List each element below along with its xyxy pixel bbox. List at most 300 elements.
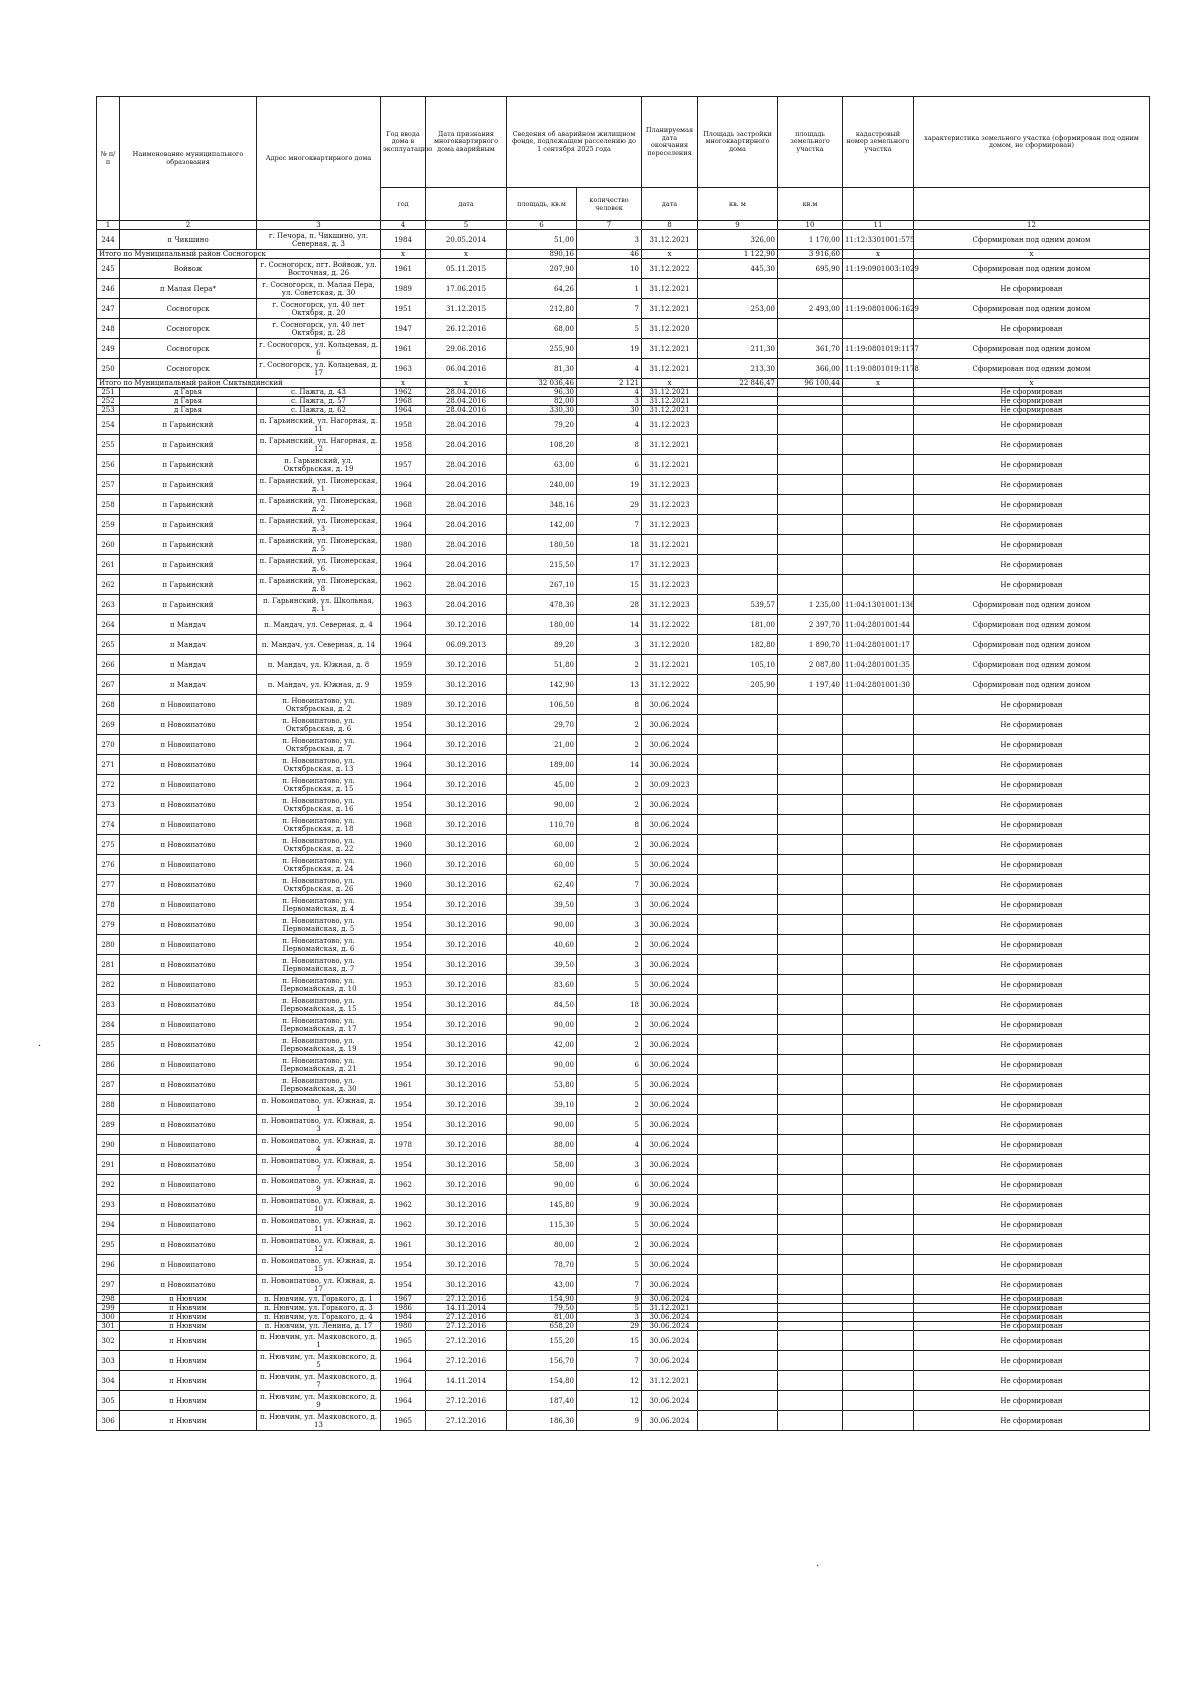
- building-area: [698, 475, 778, 495]
- land-area: [778, 1135, 843, 1155]
- building-area: [698, 775, 778, 795]
- subtotal-land-characteristic: x: [914, 250, 1150, 259]
- table-row: [97, 1015, 1150, 1035]
- land-area: [778, 388, 843, 397]
- row-number: 249: [97, 339, 120, 359]
- planned-date: 31.12.2023: [642, 415, 698, 435]
- area-sqm: 156,70: [507, 1351, 577, 1371]
- address: п. Новоипатово, ул. Октябрьская, д. 22: [257, 835, 381, 855]
- planned-date: 30.06.2024: [642, 1313, 698, 1322]
- address: п. Новоипатово, ул. Первомайская, д. 19: [257, 1035, 381, 1055]
- land-characteristic: Сформирован под одним домом: [914, 655, 1150, 675]
- municipality: Сосногорск: [120, 319, 257, 339]
- recognition-date: 27.12.2016: [426, 1391, 507, 1411]
- land-characteristic: Не сформирован: [914, 1371, 1150, 1391]
- planned-date: 31.12.2022: [642, 675, 698, 695]
- address: п. Новоипатово, ул. Первомайская, д. 6: [257, 935, 381, 955]
- row-number: 283: [97, 995, 120, 1015]
- row-number: 251: [97, 388, 120, 397]
- subtotal-row: [97, 379, 1150, 388]
- subtotal-recognition-date: x: [426, 250, 507, 259]
- municipality: п Гарьинский: [120, 495, 257, 515]
- year-built: 1954: [381, 1155, 426, 1175]
- address: п. Новоипатово, ул. Южная, д. 3: [257, 1115, 381, 1135]
- municipality: п Гарьинский: [120, 575, 257, 595]
- cadastral-number: 11:19:0801006:1629: [843, 299, 914, 319]
- land-characteristic: Не сформирован: [914, 415, 1150, 435]
- municipality: п Гарьинский: [120, 535, 257, 555]
- area-sqm: 478,30: [507, 595, 577, 615]
- cadastral-number: [843, 895, 914, 915]
- building-area: [698, 535, 778, 555]
- recognition-date: 06.04.2016: [426, 359, 507, 379]
- people-count: 7: [577, 299, 642, 319]
- building-area: [698, 815, 778, 835]
- land-characteristic: Сформирован под одним домом: [914, 339, 1150, 359]
- people-count: 7: [577, 515, 642, 535]
- address: с. Пажга, д. 57: [257, 397, 381, 406]
- year-built: 1968: [381, 815, 426, 835]
- row-number: 257: [97, 475, 120, 495]
- land-area: [778, 975, 843, 995]
- building-area: [698, 895, 778, 915]
- recognition-date: 30.12.2016: [426, 1235, 507, 1255]
- column-number: 2: [120, 221, 257, 230]
- planned-date: 30.06.2024: [642, 1095, 698, 1115]
- year-built: 1954: [381, 1015, 426, 1035]
- year-built: 1961: [381, 1075, 426, 1095]
- recognition-date: 27.12.2016: [426, 1322, 507, 1331]
- people-count: 5: [577, 1215, 642, 1235]
- recognition-date: 30.12.2016: [426, 995, 507, 1015]
- address: п. Новоипатово, ул. Октябрьская, д. 6: [257, 715, 381, 735]
- area-sqm: 81,00: [507, 1313, 577, 1322]
- planned-date: 31.12.2023: [642, 475, 698, 495]
- year-built: 1960: [381, 875, 426, 895]
- table-row: [97, 230, 1150, 250]
- address: г. Печора, п. Чикшино, ул. Северная, д. 3: [257, 230, 381, 250]
- planned-date: 30.06.2024: [642, 1391, 698, 1411]
- building-area: [698, 1331, 778, 1351]
- col-building-area-header: Площадь застройки многоквартирного дома: [698, 97, 778, 188]
- land-characteristic: Не сформирован: [914, 555, 1150, 575]
- municipality: п Новоипатово: [120, 775, 257, 795]
- planned-date: 30.06.2024: [642, 995, 698, 1015]
- land-characteristic: Не сформирован: [914, 535, 1150, 555]
- area-sqm: 78,70: [507, 1255, 577, 1275]
- land-characteristic: Не сформирован: [914, 1411, 1150, 1431]
- year-built: 1954: [381, 795, 426, 815]
- row-number: 289: [97, 1115, 120, 1135]
- municipality: п Гарьинский: [120, 515, 257, 535]
- row-number: 276: [97, 855, 120, 875]
- table-row: [97, 1135, 1150, 1155]
- table-row: [97, 915, 1150, 935]
- row-number: 306: [97, 1411, 120, 1431]
- table-row: [97, 259, 1150, 279]
- table-row: [97, 895, 1150, 915]
- row-number: 294: [97, 1215, 120, 1235]
- building-area: [698, 555, 778, 575]
- land-area: [778, 575, 843, 595]
- year-built: 1954: [381, 915, 426, 935]
- cadastral-number: [843, 1115, 914, 1135]
- land-characteristic: Не сформирован: [914, 735, 1150, 755]
- area-sqm: 60,00: [507, 835, 577, 855]
- land-area: [778, 1155, 843, 1175]
- table-row: [97, 655, 1150, 675]
- people-count: 3: [577, 397, 642, 406]
- row-number: 252: [97, 397, 120, 406]
- address: п. Мандач, ул. Южная, д. 8: [257, 655, 381, 675]
- address: п. Новоипатово, ул. Первомайская, д. 15: [257, 995, 381, 1015]
- land-characteristic: Не сформирован: [914, 1351, 1150, 1371]
- area-sqm: 115,30: [507, 1215, 577, 1235]
- year-built: 1962: [381, 575, 426, 595]
- unit-land-area: кв.м: [778, 188, 843, 221]
- table-row: [97, 406, 1150, 415]
- table-row: [97, 1255, 1150, 1275]
- planned-date: 30.06.2024: [642, 1195, 698, 1215]
- address: п. Нювчим, ул. Горького, д. 1: [257, 1295, 381, 1304]
- recognition-date: 30.12.2016: [426, 1095, 507, 1115]
- area-sqm: 348,16: [507, 495, 577, 515]
- row-number: 265: [97, 635, 120, 655]
- planned-date: 31.12.2021: [642, 406, 698, 415]
- building-area: [698, 495, 778, 515]
- building-area: [698, 1295, 778, 1304]
- land-characteristic: Не сформирован: [914, 895, 1150, 915]
- people-count: 7: [577, 1351, 642, 1371]
- area-sqm: 40,60: [507, 935, 577, 955]
- recognition-date: 30.12.2016: [426, 975, 507, 995]
- area-sqm: 658,20: [507, 1322, 577, 1331]
- table-row: [97, 755, 1150, 775]
- year-built: 1954: [381, 935, 426, 955]
- land-characteristic: Не сформирован: [914, 1195, 1150, 1215]
- people-count: 30: [577, 406, 642, 415]
- land-characteristic: Не сформирован: [914, 1331, 1150, 1351]
- subtotal-planned-date: x: [642, 250, 698, 259]
- land-area: [778, 1275, 843, 1295]
- year-built: 1964: [381, 515, 426, 535]
- building-area: [698, 1015, 778, 1035]
- recognition-date: 30.12.2016: [426, 915, 507, 935]
- people-count: 5: [577, 1255, 642, 1275]
- year-built: 1958: [381, 415, 426, 435]
- table-row: [97, 715, 1150, 735]
- cadastral-number: [843, 935, 914, 955]
- area-sqm: 267,10: [507, 575, 577, 595]
- unit-cadastral: [843, 188, 914, 221]
- table-row: [97, 1075, 1150, 1095]
- area-sqm: 64,26: [507, 279, 577, 299]
- building-area: [698, 955, 778, 975]
- land-characteristic: Сформирован под одним домом: [914, 635, 1150, 655]
- people-count: 3: [577, 955, 642, 975]
- year-built: 1962: [381, 1195, 426, 1215]
- cadastral-number: [843, 1313, 914, 1322]
- land-characteristic: Не сформирован: [914, 835, 1150, 855]
- cadastral-number: [843, 995, 914, 1015]
- unit-area: площадь, кв.м: [507, 188, 577, 221]
- municipality: п Новоипатово: [120, 1015, 257, 1035]
- table-row: [97, 775, 1150, 795]
- row-number: 286: [97, 1055, 120, 1075]
- land-characteristic: Не сформирован: [914, 1115, 1150, 1135]
- address: п. Новоипатово, ул. Южная, д. 1: [257, 1095, 381, 1115]
- land-characteristic: Не сформирован: [914, 1322, 1150, 1331]
- planned-date: 30.06.2024: [642, 935, 698, 955]
- municipality: п Новоипатово: [120, 795, 257, 815]
- recognition-date: 30.12.2016: [426, 1135, 507, 1155]
- area-sqm: 79,20: [507, 415, 577, 435]
- planned-date: 31.12.2021: [642, 1371, 698, 1391]
- recognition-date: 30.12.2016: [426, 815, 507, 835]
- land-characteristic: Не сформирован: [914, 475, 1150, 495]
- recognition-date: 20.05.2014: [426, 230, 507, 250]
- year-built: 1954: [381, 995, 426, 1015]
- column-number: 12: [914, 221, 1150, 230]
- people-count: 5: [577, 1115, 642, 1135]
- table-row: [97, 635, 1150, 655]
- table-row: [97, 1371, 1150, 1391]
- planned-date: 30.09.2023: [642, 775, 698, 795]
- row-number: 264: [97, 615, 120, 635]
- recognition-date: 28.04.2016: [426, 595, 507, 615]
- table-row: [97, 475, 1150, 495]
- row-number: 290: [97, 1135, 120, 1155]
- row-number: 274: [97, 815, 120, 835]
- planned-date: 30.06.2024: [642, 735, 698, 755]
- year-built: 1954: [381, 1255, 426, 1275]
- address: п. Новоипатово, ул. Октябрьская, д. 24: [257, 855, 381, 875]
- municipality: п Мандач: [120, 655, 257, 675]
- address: п. Гарьинский, ул. Нагорная, д. 12: [257, 435, 381, 455]
- address: п. Новоипатово, ул. Первомайская, д. 17: [257, 1015, 381, 1035]
- planned-date: 31.12.2021: [642, 230, 698, 250]
- building-area: [698, 1075, 778, 1095]
- building-area: 213,30: [698, 359, 778, 379]
- land-characteristic: Сформирован под одним домом: [914, 230, 1150, 250]
- people-count: 14: [577, 615, 642, 635]
- row-number: 272: [97, 775, 120, 795]
- cadastral-number: [843, 775, 914, 795]
- land-characteristic: Сформирован под одним домом: [914, 675, 1150, 695]
- cadastral-number: 11:04:2801001:17: [843, 635, 914, 655]
- row-number: 281: [97, 955, 120, 975]
- building-area: [698, 915, 778, 935]
- address: п. Гарьинский, ул. Пионерская, д. 1: [257, 475, 381, 495]
- municipality: п Гарьинский: [120, 455, 257, 475]
- year-built: 1964: [381, 1351, 426, 1371]
- planned-date: 30.06.2024: [642, 1215, 698, 1235]
- year-built: 1989: [381, 279, 426, 299]
- municipality: п Новоипатово: [120, 915, 257, 935]
- table-row: [97, 1195, 1150, 1215]
- table-row: [97, 319, 1150, 339]
- land-area: [778, 1055, 843, 1075]
- municipality: п Новоипатово: [120, 995, 257, 1015]
- land-area: [778, 875, 843, 895]
- table-row: [97, 875, 1150, 895]
- table-row: [97, 815, 1150, 835]
- year-built: 1954: [381, 1095, 426, 1115]
- row-number: 248: [97, 319, 120, 339]
- municipality: п Новоипатово: [120, 1115, 257, 1135]
- row-number: 278: [97, 895, 120, 915]
- year-built: 1959: [381, 655, 426, 675]
- year-built: 1961: [381, 1235, 426, 1255]
- table-row: [97, 1175, 1150, 1195]
- area-sqm: 142,00: [507, 515, 577, 535]
- municipality: п Мандач: [120, 635, 257, 655]
- table-row: [97, 935, 1150, 955]
- cadastral-number: [843, 1411, 914, 1431]
- planned-date: 30.06.2024: [642, 855, 698, 875]
- planned-date: 30.06.2024: [642, 755, 698, 775]
- area-sqm: 142,90: [507, 675, 577, 695]
- subtotal-area-sqm: 32 036,46: [507, 379, 577, 388]
- planned-date: 30.06.2024: [642, 1175, 698, 1195]
- cadastral-number: [843, 955, 914, 975]
- municipality: Сосногорск: [120, 359, 257, 379]
- land-area: 366,00: [778, 359, 843, 379]
- cadastral-number: [843, 715, 914, 735]
- row-number: 244: [97, 230, 120, 250]
- address: п. Гарьинский, ул. Пионерская, д. 3: [257, 515, 381, 535]
- column-number: 6: [507, 221, 577, 230]
- land-area: 361,70: [778, 339, 843, 359]
- land-area: [778, 815, 843, 835]
- address: п. Гарьинский, ул. Нагорная, д. 11: [257, 415, 381, 435]
- cadastral-number: [843, 1075, 914, 1095]
- row-number: 262: [97, 575, 120, 595]
- area-sqm: 45,00: [507, 775, 577, 795]
- year-built: 1968: [381, 495, 426, 515]
- municipality: п Нювчим: [120, 1371, 257, 1391]
- building-area: [698, 995, 778, 1015]
- building-area: [698, 755, 778, 775]
- row-number: 302: [97, 1331, 120, 1351]
- municipality: Сосногорск: [120, 299, 257, 319]
- people-count: 6: [577, 1055, 642, 1075]
- address: п. Гарьинский, ул. Пионерская, д. 2: [257, 495, 381, 515]
- land-characteristic: Не сформирован: [914, 388, 1150, 397]
- year-built: 1984: [381, 230, 426, 250]
- people-count: 5: [577, 975, 642, 995]
- col-land-area-header: площадь земельного участка: [778, 97, 843, 188]
- building-area: [698, 855, 778, 875]
- area-sqm: 90,00: [507, 1015, 577, 1035]
- planned-date: 31.12.2021: [642, 359, 698, 379]
- recognition-date: 30.12.2016: [426, 1055, 507, 1075]
- land-area: [778, 397, 843, 406]
- building-area: [698, 835, 778, 855]
- row-number: 298: [97, 1295, 120, 1304]
- recognition-date: 30.12.2016: [426, 835, 507, 855]
- building-area: [698, 975, 778, 995]
- land-area: [778, 1035, 843, 1055]
- planned-date: 30.06.2024: [642, 875, 698, 895]
- municipality: п Нювчим: [120, 1313, 257, 1322]
- area-sqm: 215,50: [507, 555, 577, 575]
- unit-characteristic: [914, 188, 1150, 221]
- planned-date: 30.06.2024: [642, 1351, 698, 1371]
- planned-date: 30.06.2024: [642, 815, 698, 835]
- land-characteristic: Не сформирован: [914, 1095, 1150, 1115]
- address: с. Пажга, д. 43: [257, 388, 381, 397]
- col-land-characteristic-header: характеристика земельного участка (сформирован под одним домом, не сформирован): [914, 97, 1150, 188]
- building-area: [698, 715, 778, 735]
- row-number: 304: [97, 1371, 120, 1391]
- col-recognition-date-header: Дата признания многоквартирного дома аварийным: [426, 97, 507, 188]
- address: п. Мандач, ул. Южная, д. 9: [257, 675, 381, 695]
- row-number: 291: [97, 1155, 120, 1175]
- recognition-date: 30.12.2016: [426, 695, 507, 715]
- land-characteristic: Не сформирован: [914, 575, 1150, 595]
- subtotal-land-characteristic: x: [914, 379, 1150, 388]
- column-number: 11: [843, 221, 914, 230]
- recognition-date: 30.12.2016: [426, 675, 507, 695]
- row-number: 246: [97, 279, 120, 299]
- row-number: 245: [97, 259, 120, 279]
- scan-speck: ·: [816, 1561, 820, 1572]
- building-area: [698, 1371, 778, 1391]
- land-area: [778, 1255, 843, 1275]
- land-area: [778, 735, 843, 755]
- emergency-housing-table: [96, 96, 1150, 1431]
- table-row: [97, 575, 1150, 595]
- row-number: 297: [97, 1275, 120, 1295]
- planned-date: 30.06.2024: [642, 915, 698, 935]
- row-number: 296: [97, 1255, 120, 1275]
- address: п. Нювчим, ул. Маяковского, д. 13: [257, 1411, 381, 1431]
- area-sqm: 90,00: [507, 1055, 577, 1075]
- municipality: п Новоипатово: [120, 935, 257, 955]
- subtotal-building-area: 22 846,47: [698, 379, 778, 388]
- building-area: [698, 935, 778, 955]
- year-built: 1959: [381, 675, 426, 695]
- column-number: 4: [381, 221, 426, 230]
- subtotal-cadastral-number: x: [843, 250, 914, 259]
- cadastral-number: [843, 1391, 914, 1411]
- people-count: 5: [577, 1075, 642, 1095]
- planned-date: 31.12.2023: [642, 495, 698, 515]
- year-built: 1958: [381, 435, 426, 455]
- address: п. Новоипатово, ул. Октябрьская, д. 15: [257, 775, 381, 795]
- planned-date: 30.06.2024: [642, 1275, 698, 1295]
- year-built: 1980: [381, 535, 426, 555]
- column-number: 10: [778, 221, 843, 230]
- address: г. Сосногорск, ул. 40 лет Октября, д. 20: [257, 299, 381, 319]
- recognition-date: 27.12.2016: [426, 1313, 507, 1322]
- people-count: 29: [577, 495, 642, 515]
- people-count: 3: [577, 230, 642, 250]
- land-characteristic: Не сформирован: [914, 975, 1150, 995]
- table-row: [97, 415, 1150, 435]
- municipality: п Нювчим: [120, 1322, 257, 1331]
- land-characteristic: Не сформирован: [914, 1155, 1150, 1175]
- area-sqm: 154,80: [507, 1371, 577, 1391]
- address: г. Сосногорск, ул. Кольцевая, д. 17: [257, 359, 381, 379]
- land-characteristic: Не сформирован: [914, 455, 1150, 475]
- people-count: 4: [577, 1135, 642, 1155]
- recognition-date: 14.11.2014: [426, 1304, 507, 1313]
- subtotal-row: [97, 250, 1150, 259]
- cadastral-number: [843, 535, 914, 555]
- land-area: [778, 855, 843, 875]
